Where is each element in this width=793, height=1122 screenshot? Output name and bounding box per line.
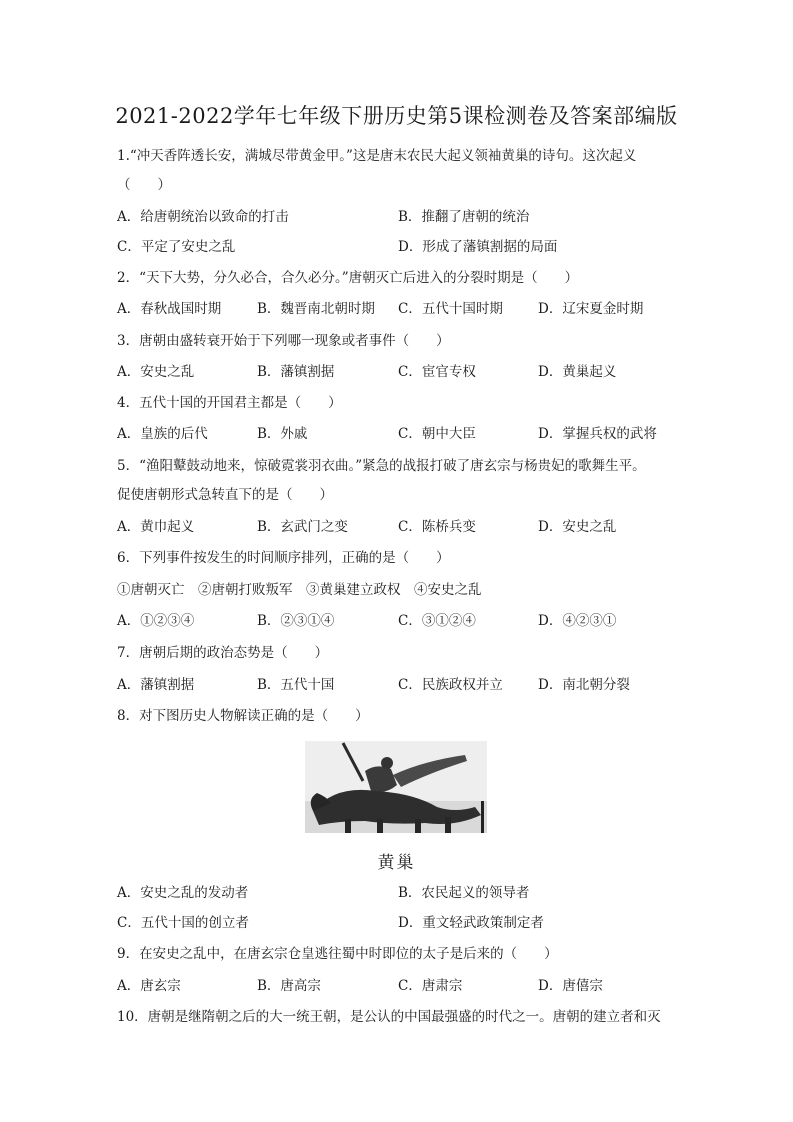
question-1-option-b: B．推翻了唐朝的统治: [398, 209, 530, 225]
question-5-option-b: B．玄武门之变: [257, 519, 348, 535]
question-2-stem: 2．“天下大势，分久必合，合久必分。”唐朝灭亡后进入的分裂时期是（ ）: [117, 270, 579, 286]
question-7-option-b: B．五代十国: [257, 677, 335, 693]
question-8-option-c: C．五代十国的创立者: [117, 915, 249, 931]
question-9-option-c: C．唐肃宗: [398, 978, 463, 994]
huang-chao-statue-photo: [305, 741, 487, 833]
question-4-option-a: A．皇族的后代: [117, 426, 208, 442]
question-7-option-c: C．民族政权并立: [398, 677, 503, 693]
statue-illustration: [305, 741, 487, 833]
question-3-option-d: D．黄巢起义: [538, 364, 617, 380]
question-8-option-b: B．农民起义的领导者: [398, 885, 530, 901]
question-1-blank: （ ）: [117, 177, 171, 193]
question-6-option-d: D．④②③①: [538, 613, 617, 629]
question-1-option-c: C．平定了安史之乱: [117, 239, 236, 255]
question-5-stem-continued: 促使唐朝形式急转直下的是（ ）: [117, 487, 333, 503]
question-4-option-c: C．朝中大臣: [398, 426, 476, 442]
question-8-option-d: D．重文轻武政策制定者: [398, 915, 544, 931]
question-5-option-d: D．安史之乱: [538, 519, 617, 535]
question-1-stem: 1.“冲天香阵透长安，满城尽带黄金甲。”这是唐末农民大起义领袖黄巢的诗句。这次起义: [117, 148, 637, 164]
question-9-option-d: D．唐僖宗: [538, 978, 603, 994]
question-3-stem: 3．唐朝由盛转衰开始于下列哪一现象或者事件（ ）: [117, 333, 450, 349]
question-2-option-a: A．春秋战国时期: [117, 301, 222, 317]
question-4-option-b: B．外戚: [257, 426, 308, 442]
question-10-stem: 10．唐朝是继隋朝之后的大一统王朝，是公认的中国最强盛的时代之一。唐朝的建立者和灭: [117, 1009, 661, 1025]
question-3-option-a: A．安史之乱: [117, 364, 195, 380]
figure-caption: 黄巢: [377, 853, 416, 873]
question-6-events: ①唐朝灭亡 ②唐朝打败叛军 ③黄巢建立政权 ④安史之乱: [117, 582, 482, 598]
question-9-option-a: A．唐玄宗: [117, 978, 181, 994]
question-5-option-a: A．黄巾起义: [117, 519, 195, 535]
question-6-option-c: C．③①②④: [398, 613, 476, 629]
question-3-option-b: B．藩镇割据: [257, 364, 335, 380]
document-title: 2021-2022学年七年级下册历史第5课检测卷及答案部编版: [115, 104, 678, 128]
question-8-option-a: A．安史之乱的发动者: [117, 885, 249, 901]
question-4-option-d: D．掌握兵权的武将: [538, 426, 657, 442]
question-3-option-c: C．宦官专权: [398, 364, 476, 380]
question-1-option-a: A．给唐朝统治以致命的打击: [117, 209, 289, 225]
question-7-option-a: A．藩镇割据: [117, 677, 195, 693]
question-6-stem: 6．下列事件按发生的时间顺序排列，正确的是（ ）: [117, 550, 450, 566]
question-8-stem: 8．对下图历史人物解读正确的是（ ）: [117, 708, 369, 724]
question-2-option-c: C．五代十国时期: [398, 301, 503, 317]
question-2-option-d: D．辽宋夏金时期: [538, 301, 644, 317]
question-9-option-b: B．唐高宗: [257, 978, 321, 994]
question-6-option-a: A．①②③④: [117, 613, 195, 629]
question-6-option-b: B．②③①④: [257, 613, 335, 629]
question-4-stem: 4．五代十国的开国君主都是（ ）: [117, 395, 342, 411]
question-9-stem: 9．在安史之乱中，在唐玄宗仓皇逃往蜀中时即位的太子是后来的（ ）: [117, 946, 558, 962]
question-5-stem: 5．“渔阳鼙鼓动地来，惊破霓裳羽衣曲。”紧急的战报打破了唐玄宗与杨贵妃的歌舞生平。: [117, 458, 646, 474]
question-1-option-d: D．形成了藩镇割据的局面: [398, 239, 558, 255]
question-7-stem: 7．唐朝后期的政治态势是（ ）: [117, 645, 329, 661]
question-2-option-b: B．魏晋南北朝时期: [257, 301, 375, 317]
question-7-option-d: D．南北朝分裂: [538, 677, 630, 693]
question-5-option-c: C．陈桥兵变: [398, 519, 476, 535]
